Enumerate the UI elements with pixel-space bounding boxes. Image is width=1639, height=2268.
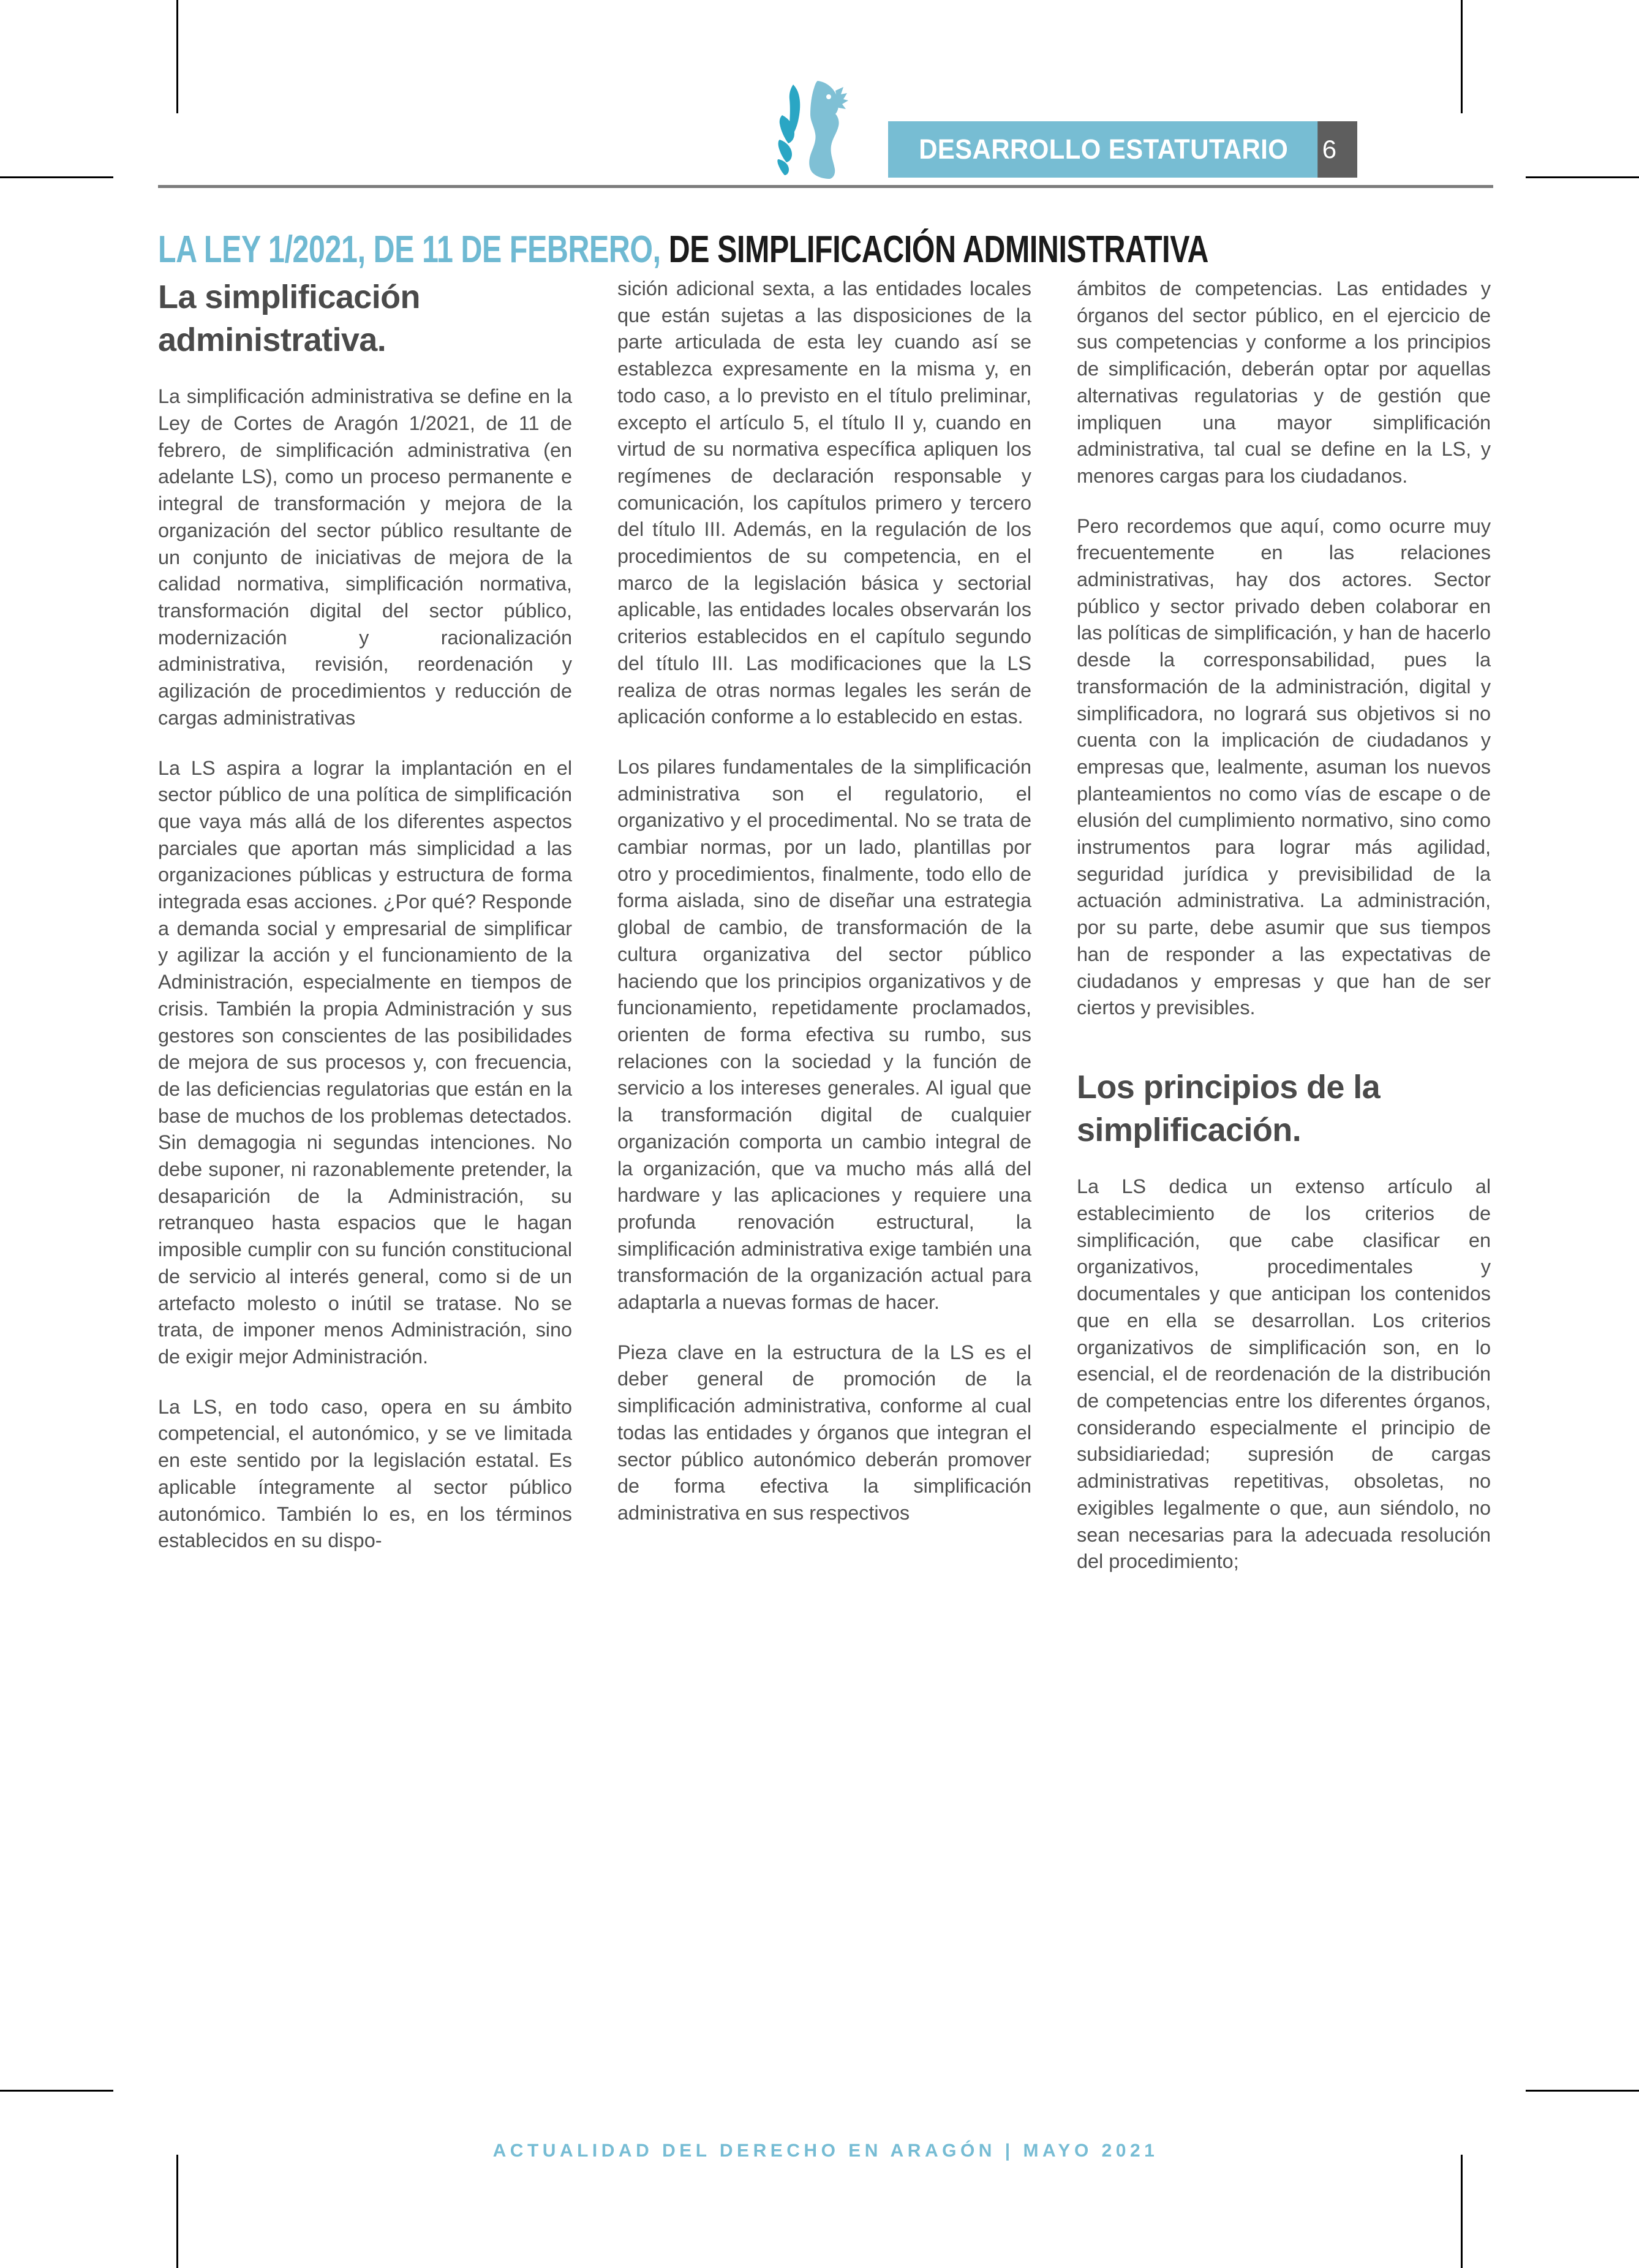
column-1 [158,276,572,2119]
paragraph: Pero recordemos que aquí, como ocurre muy frecuentemente en las relaciones administrativas, hay dos actores. Sector público y sector privado deben colaborar en las políticas de simplificación, y han de hacerlo desde la corresponsabilidad, pues la transformación de la administración, digital y simplificadora, no logrará sus objetivos si no cuenta con la implicación de ciudadanos y empresas que, lealmente, asuman los nuevos planteamientos no como vías de escape o de elusión del cumplimiento normativo, sino como instrumentos para lograr más agilidad, seguridad jurídica y previsibilidad de la actuación administrativa. La administración, por su parte, debe asumir que sus tiempos han de responder a las expectativas de ciudadanos y empresas y que han de ser ciertos y previsibles. [1077,514,1491,1019]
paragraph: La LS aspira a lograr la implantación en el sector público de una política de simplificación que vaya más allá de los diferentes aspectos parciales que aportan más simplicidad a las organizaciones públicas y estructura de forma integrada esas acciones. ¿Por qué? Responde a demanda social y empresarial de simplificar y agilizar la acción y el funcionamiento de la Administración, especialmente en tiempos de crisis. También la propia Administración y sus gestores son conscientes de las posibilidades de mejora de sus procesos y, con frecuencia, de las deficiencias regulatorias que están en la base de muchos de los problemas detectados. Sin demagogia ni segundas intenciones. No debe suponer, ni razonablemente pretender, la desaparición de la Administración, su retranqueo hasta espacios que le hagan imposible cumplir con su función constitucional de servicio al interés general, como si de un artefacto molesto o inútil se tratase. No se trata, de imponer menos Administración, sino de exigir mejor Administración. [158,756,572,1368]
crop-mark-bottom-right-vertical [1461,2155,1463,2268]
paragraph: La simplificación administrativa se define en la Ley de Cortes de Aragón 1/2021, de 11 de febrero, de simplificación administrativa (en adelante LS), como un proceso permanente e integral de transformación y mejora de la organización del sector público resultante de un conjunto de iniciativas de mejora de la calidad normativa, simplificación normativa, transformación digital del sector público, modernización y racionalización administrativa, revisión, reordenación y agilización de procedimientos y reducción de cargas administrativas [158,385,572,729]
aragon-lion-logo [775,78,854,179]
section-banner [888,121,1357,178]
article-columns [158,276,1493,2119]
paragraph: sición adicional sexta, a las entidades locales que están sujetas a las disposiciones de la parte articulada de esta ley cuando así se establezca expresamente en la misma y, en todo caso, a lo previsto en el título preliminar, excepto el artículo 5, el título II y, cuando en virtud de su normativa específica apliquen los regímenes de declaración responsable y comunicación, los capítulos primero y tercero del título III. Además, en la regulación de los procedimientos de su competencia, en el marco de la legislación básica y sectorial aplicable, las entidades locales observarán los criterios establecidos en el capítulo segundo del título III. Las modificaciones que la LS realiza de otras normas legales les serán de aplicación conforme a lo establecido en estas. [617,277,1031,728]
crop-mark-bottom-left-horizontal [0,2090,113,2092]
paragraph: Pieza clave en la estructura de la LS es el deber general de promoción de la simplificación administrativa, conforme al cual todas las entidades y órganos que integran el sector público autonómico deberán promover de forma efectiva la simplificación administrativa en sus respectivos [617,1341,1031,1524]
page-header [158,73,1493,184]
page-footer: ACTUALIDAD DEL DERECHO EN ARAGÓN | MAYO 2021 [492,2141,1159,2161]
article-title-rest: DE SIMPLIFICACIÓN ADMINISTRATIVA [660,228,1209,271]
page-content [158,73,1493,2168]
paragraph: Los pilares fundamentales de la simplificación administrativa son el regulatorio, el organizativo y el procedimental. No se trata de cambiar normas, por un lado, plantillas por otro y procedimientos, finalmente, todo ello de forma aislada, sino de diseñar una estrategia global de cambio, de transformación de la cultura organizativa del sector público haciendo que los principios organizativos y de funcionamiento, repetidamente proclamados, orienten de forma efectiva su rumbo, sus relaciones con la sociedad y la función de servicio a los intereses generales. Al igual que la transformación digital de cualquier organización comporta un cambio integral de la organización, que va mucho más allá del hardware y las aplicaciones y requiere una profunda renovación estructural, la simplificación administrativa exige también una transformación de la organización actual para adaptarla a nuevas formas de hacer. [617,755,1031,1314]
paragraph: ámbitos de competencias. Las entidades y órganos del sector público, en el ejercicio de sus competencias y conforme a los principios de simplificación, deberán optar por aquellas alternativas regulatorias y de gestión que impliquen una mayor simplificación administrativa, tal cual se define en la LS, y menores cargas para los ciudadanos. [1077,277,1491,487]
section-heading-principios: Los principios de la simplificación. [1077,1068,1381,1149]
section-heading-simplificacion: La simplificación administrativa. [158,279,420,359]
crop-mark-top-right-horizontal [1526,176,1639,178]
paragraph: La LS dedica un extenso artículo al establecimiento de los criterios de simplificación, que cabe clasificar en organizativos, procedimentales y documentales y que anticipan los contenidos que en ella se desarrollan. Los criterios organizativos de simplificación son, en lo esencial, el de reordenación de la distribución de competencias entre los diferentes órganos, considerando especialmente el principio de subsidiariedad; supresión de cargas administrativas repetitivas, obsoletas, no exigibles legalmente o que, aun siéndolo, no sean necesarias para la adecuada resolución del procedimiento; [1077,1175,1491,1573]
page-number-badge: 6 [1301,121,1357,178]
crop-mark-bottom-left-vertical [176,2155,178,2268]
paragraph: La LS, en todo caso, opera en su ámbito competencial, el autonómico, y se ve limitada en este sentido por la legislación estatal. Es aplicable íntegramente al sector público autonómico. También lo es, en los términos establecidos en su dispo- [158,1395,572,1552]
article-title [158,228,1209,271]
column-2 [617,276,1031,2119]
article-title-highlight: LA LEY 1/2021, DE 11 DE FEBRERO, [158,228,661,271]
crop-mark-top-left-horizontal [0,176,113,178]
section-banner-label: DESARROLLO ESTATUTARIO [888,121,1318,178]
header-divider-rule [158,185,1493,188]
crop-mark-bottom-right-horizontal [1526,2090,1639,2092]
column-3 [1077,276,1491,2119]
